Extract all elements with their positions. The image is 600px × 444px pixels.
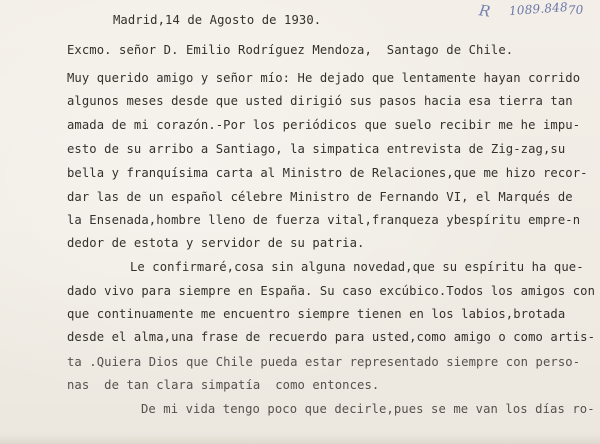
handwritten-mark: R (477, 1, 492, 21)
letter-line: dado vivo para siempre en España. Su caso excúbico.Todos los amigos con (67, 284, 596, 298)
letter-recipient: Excmo. señor D. Emilio Rodríguez Mendoza, Santago de Chile. (67, 43, 514, 57)
letter-line: esto de su arribo a Santiago, la simpatica entrevista de Zig-zag,su (67, 142, 566, 156)
letter-line: nas de tan clara simpatía como entonces. (67, 378, 380, 392)
letter-line: Muy querido amigo y señor mío: He dejado que lentamente hayan corrido (67, 71, 581, 85)
page-number: 70 (567, 2, 584, 18)
letter-line: amada de mi corazón.-Por los periódicos que suelo recibir me he impu- (67, 118, 581, 132)
page-edge-shadow (0, 434, 600, 444)
letter-line: que continuamente me encuentro siempre tienen en los labios,brotada (67, 307, 566, 321)
letter-line: algunos meses desde que usted dirigió sus pasos hacia esa tierra tan (67, 94, 573, 108)
letter-line: desde el alma,una frase de recuerdo para usted,como amigo o como artis- (67, 330, 596, 344)
letter-line: ta .Quiera Dios que Chile pueda estar representado siempre con perso- (67, 355, 581, 369)
letter-line: bella y franquísima carta al Ministro de Relaciones,que me hizo recor- (67, 166, 588, 180)
letter-line: dedor de estota y servidor de su patria. (67, 236, 365, 250)
archive-number: 1089.848 (508, 0, 569, 19)
letter-line: la Ensenada,hombre lleno de fuerza vital,franqueza ybespíritu empre-n (67, 213, 581, 227)
letter-line: De mi vida tengo poco que decirle,pues se me van los días ro- (141, 402, 595, 416)
letter-line: dar las de un español célebre Ministro de Fernando VI, el Marqués de (67, 190, 573, 204)
letter-line: Le confirmaré,cosa sin alguna novedad,que su espíritu ha que- (130, 260, 584, 274)
letter-date: Madrid,14 de Agosto de 1930. (113, 13, 322, 27)
